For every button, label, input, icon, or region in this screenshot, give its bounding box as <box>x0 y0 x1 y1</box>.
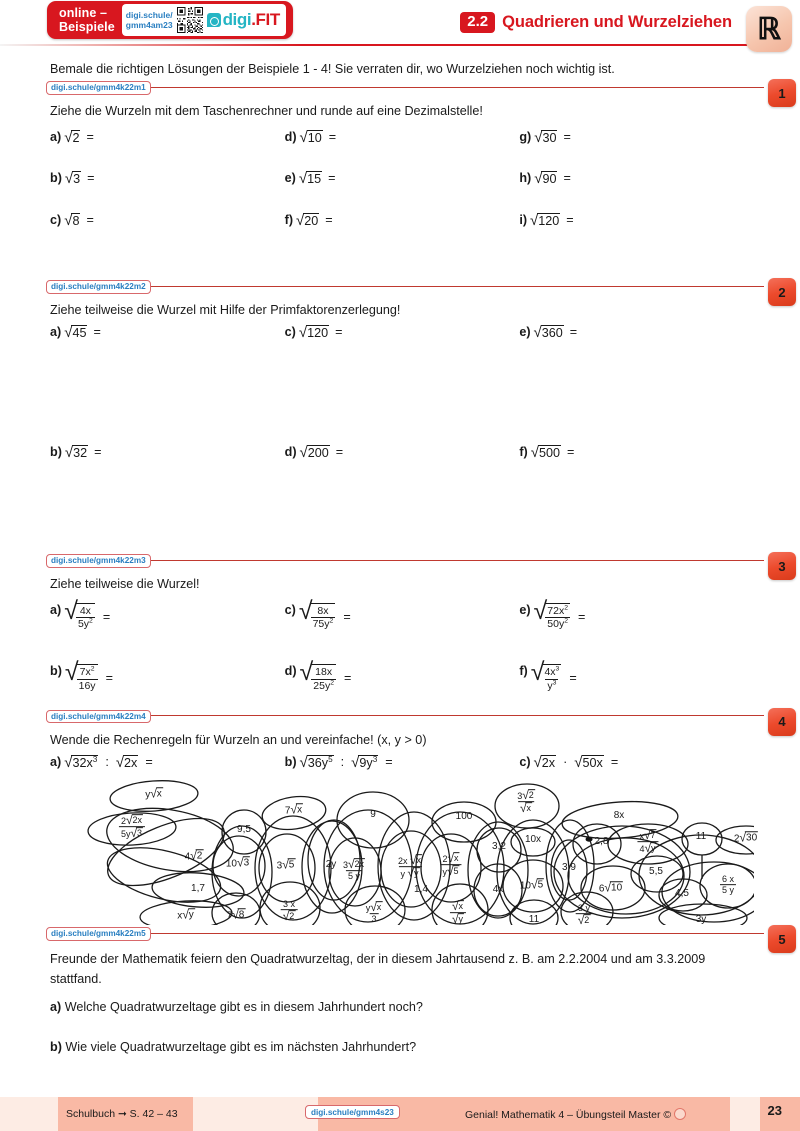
exercise-item: e) √ $\frac{72x^2}{50y^2}$ = <box>519 597 586 631</box>
exercise-2-badge: 2 <box>768 278 796 306</box>
exercise-2-items <box>50 325 754 460</box>
online-examples-badge[interactable] <box>47 1 293 39</box>
digifit-brand-1: digi <box>222 10 252 29</box>
puzzle-bubble[interactable]: 2x √ x y √ y <box>397 853 422 881</box>
exercise-4-tag[interactable]: digi.schule/gmm4k22m4 <box>46 710 151 724</box>
exercise-5-header <box>46 929 786 947</box>
puzzle-bubble[interactable]: x √ 7 4 √ y <box>637 829 658 855</box>
exercise-3-rule <box>46 560 764 561</box>
exercise-1-badge: 1 <box>768 79 796 107</box>
exercise-item: g) √ 30 = <box>519 129 571 146</box>
exercise-4-badge: 4 <box>768 708 796 736</box>
exercise-item: f) √ 500 = <box>519 443 575 461</box>
puzzle-bubble[interactable]: 100 <box>455 810 473 822</box>
puzzle-bubble[interactable]: 4 √ 2 <box>184 848 203 863</box>
puzzle-bubble[interactable]: 10x <box>524 833 542 845</box>
footer-tag[interactable]: digi.schule/gmm4s23 <box>305 1105 400 1119</box>
exercise-item: a) √ $32x^3$ : √ 2x = <box>50 753 153 771</box>
footer-seg-left <box>0 1097 58 1131</box>
page-header <box>0 0 800 52</box>
exercise-3-tag[interactable]: digi.schule/gmm4k22m3 <box>46 554 151 568</box>
exercise-2-tag[interactable]: digi.schule/gmm4k22m2 <box>46 280 151 294</box>
puzzle-bubble[interactable]: 8x <box>613 809 625 821</box>
exercise-2-header <box>46 282 786 300</box>
exercise-4-instruction: Wende die Rechenregeln für Wurzeln an und vereinfache! (x, y > 0) <box>50 732 427 747</box>
digifit-logo[interactable] <box>207 10 280 30</box>
digifit-mark-icon <box>207 13 221 27</box>
exercise-item: h) √ 90 = <box>519 170 571 188</box>
puzzle-bubble[interactable]: 2 √ 30 <box>733 830 758 845</box>
qr-panel <box>122 4 286 36</box>
puzzle-bubble[interactable]: 4x <box>492 883 504 895</box>
exercise-item: a) √ 2 = <box>50 129 94 146</box>
exercise-1-tag[interactable]: digi.schule/gmm4k22m1 <box>46 81 151 95</box>
exercise-item: a) √ 45 = <box>50 324 101 342</box>
exercise-5-sub-b <box>50 1040 754 1054</box>
exercise-item: b) √ $36y^5$ : √ $9y^3$ = <box>284 753 393 771</box>
puzzle-bubble[interactable]: 10 √ 5 <box>519 877 544 892</box>
intro-text: Bemale die richtigen Lösungen der Beispiele 1 - 4! Sie verraten dir, wo Wurzelziehen noch wichtig ist. <box>50 62 615 76</box>
header-divider <box>0 44 754 46</box>
exercise-item: i) √ 120 = <box>519 211 574 229</box>
online-examples-label: online – Beispiele <box>59 6 115 34</box>
digifit-brand-2: .FIT <box>251 10 280 29</box>
puzzle-bubble[interactable]: 9 <box>370 808 376 820</box>
exercise-1-items <box>50 130 754 228</box>
puzzle-bubble[interactable]: 2,8 <box>586 837 609 848</box>
puzzle-bubble[interactable]: y √ x <box>145 786 162 801</box>
exercise-5-sub-a-label: a) <box>50 1000 62 1015</box>
exercise-item: d) √ $\frac{18x}{25y^2}$ = <box>284 658 352 692</box>
exercise-4-items <box>50 755 754 770</box>
puzzle-bubble[interactable]: 1,4 <box>414 883 428 895</box>
publisher-icon <box>674 1108 686 1120</box>
qr-url: digi.schule/ gmm4am23 <box>125 10 173 30</box>
puzzle-bubble[interactable]: 4,5 <box>675 887 689 899</box>
exercise-5-instruction: Freunde der Mathematik feiern den Quadratwurzeltag, der in diesem Jahrtausend z. B. am 2.2.2004 und am 3.3.2009 stattfand. <box>50 952 706 986</box>
exercise-5-badge: 5 <box>768 925 796 953</box>
puzzle-bubble[interactable]: 3 x √ 2 <box>281 899 298 923</box>
exercise-5-sub-b-text: Wie viele Quadratwurzeltage gibt es im nächsten Jahrhundert? <box>65 1040 417 1055</box>
exercise-item: e) √ 360 = <box>519 324 578 342</box>
puzzle-bubble[interactable]: 2y <box>325 858 337 870</box>
puzzle-bubble[interactable]: 11 <box>695 830 707 842</box>
exercise-item: c) √ 120 = <box>284 324 343 342</box>
exercise-item: f) √ $\frac{4x^3}{y^3}$ = <box>519 658 577 692</box>
exercise-3-items <box>50 597 754 692</box>
real-numbers-symbol: ℝ <box>757 12 781 46</box>
chapter-heading <box>460 12 732 33</box>
exercise-2-rule <box>46 286 764 287</box>
exercise-3-header <box>46 556 786 574</box>
exercise-item: c) √ 8 = <box>50 211 94 229</box>
puzzle-bubble[interactable]: 3 √ 2 √ x <box>517 788 534 816</box>
footer-title: Genial! Mathematik 4 – Übungsteil Master © <box>465 1108 686 1121</box>
exercise-5-sub-b-label: b) <box>50 1040 62 1055</box>
footer-schulbuch: Schulbuch ➞ S. 42 – 43 <box>66 1108 178 1120</box>
exercise-5-sub-a-text: Welche Quadratwurzeltage gibt es in diesem Jahrhundert noch? <box>64 1000 423 1015</box>
exercise-3-badge: 3 <box>768 552 796 580</box>
exercise-item: c) √ 2x · √ 50x = <box>519 753 619 771</box>
page-number: 23 <box>767 1103 782 1118</box>
exercise-item: b) √ 3 = <box>50 170 95 188</box>
puzzle-bubble[interactable]: 11 <box>528 913 540 925</box>
chapter-number: 2.2 <box>460 12 495 33</box>
puzzle-bubble[interactable]: 2 √ 2x 5y √ 3 <box>119 814 145 840</box>
exercise-item: c) √ $\frac{8x}{75y^2}$ = <box>284 597 351 631</box>
page-footer <box>0 1091 800 1131</box>
puzzle-bubble[interactable]: 3 y √ 2 <box>576 903 593 927</box>
bubble-puzzle-diagram[interactable] <box>46 780 758 928</box>
puzzle-bubble[interactable]: 3 √ 2x 5 y <box>342 857 365 882</box>
puzzle-bubble[interactable]: 2 √ x y √ 5 <box>440 852 461 878</box>
exercise-5-tag[interactable]: digi.schule/gmm4k22m5 <box>46 927 151 941</box>
footer-seg-page <box>730 1097 760 1131</box>
exercise-item: a) √ $\frac{4x}{5y^2}$ = <box>50 597 111 631</box>
puzzle-bubble[interactable]: √ x √ y <box>450 900 466 926</box>
puzzle-bubble[interactable]: 10 √ 3 <box>225 855 250 870</box>
puzzle-bubble[interactable]: 6 √ 10 <box>598 880 623 895</box>
exercise-1-rule <box>46 87 764 88</box>
puzzle-bubble[interactable]: 9,5 <box>237 823 251 835</box>
puzzle-bubble[interactable]: y √ x 3 <box>365 900 382 925</box>
puzzle-bubble[interactable]: 5,5 <box>649 865 663 877</box>
footer-seg-mid <box>193 1097 318 1131</box>
exercise-item: f) √ 20 = <box>284 211 333 229</box>
puzzle-bubble[interactable]: 3y <box>695 913 707 925</box>
exercise-item: b) √ $\frac{7x^2}{16y}$ = <box>50 658 113 692</box>
puzzle-bubble[interactable]: $\frac{6 x}{5 y}$ <box>721 874 735 896</box>
exercise-4-header <box>46 711 786 730</box>
exercise-item: e) √ 15 = <box>284 170 336 188</box>
exercise-item: b) √ 32 = <box>50 443 102 461</box>
puzzle-bubble[interactable]: x √ y <box>177 907 194 922</box>
exercise-2-instruction: Ziehe teilweise die Wurzel mit Hilfe der Primfaktorenzerlegung! <box>50 303 401 318</box>
exercise-5-sub-a <box>50 1000 754 1014</box>
real-numbers-logo <box>746 6 792 52</box>
qr-code-icon[interactable] <box>177 7 203 33</box>
puzzle-bubble[interactable]: 3,2 <box>492 840 506 852</box>
exercise-1-header <box>46 83 786 101</box>
chapter-title: Quadrieren und Wurzelziehen <box>502 13 732 31</box>
worksheet-content <box>0 62 800 1054</box>
exercise-3-instruction: Ziehe teilweise die Wurzel! <box>50 577 200 592</box>
puzzle-bubble[interactable]: 1,7 <box>191 882 205 894</box>
exercise-1-instruction: Ziehe die Wurzeln mit dem Taschenrechner und runde auf eine Dezimalstelle! <box>50 104 483 118</box>
exercise-4-rule <box>46 715 764 716</box>
exercise-item: d) √ 200 = <box>284 443 344 461</box>
puzzle-bubble[interactable]: 7 √ 8 <box>226 907 245 922</box>
exercise-5-rule <box>46 933 764 934</box>
exercise-item: d) √ 10 = <box>284 129 337 146</box>
puzzle-bubble[interactable]: 7 √ x <box>284 802 303 817</box>
puzzle-bubble[interactable]: 3 √ 5 <box>276 857 295 872</box>
puzzle-bubble[interactable]: 3,9 <box>562 861 576 873</box>
